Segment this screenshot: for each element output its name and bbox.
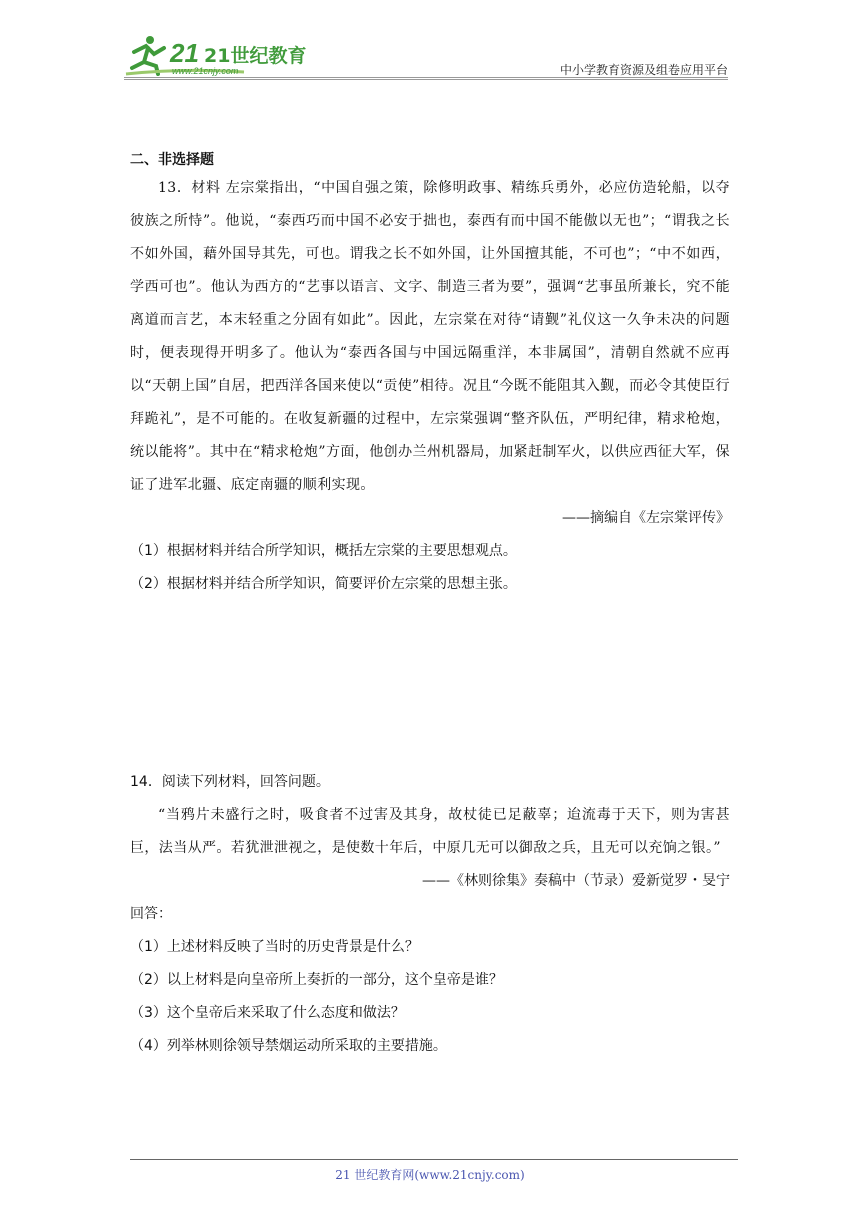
q13-material: 13．材料 左宗棠指出，“中国自强之策，除修明政事、精练兵勇外，必应仿造轮船，以夺彼族之所恃”。他说，“泰西巧而中国不必安于拙也，泰西有而中国不能傲以无也”；“谓我之长不如外国，藉外国导其先，可也。谓我之长不如外国，让外国擅其能，不可也”；“中不如西，学西可也”。他认为西方的“艺事以语言、文字、制造三者为要”，强调“艺事虽所兼长，究不能离道而言艺，本末轻重之分固有如此”。因此，左宗棠在对待“请觐”礼仪这一久争未决的问题时，便表现得开明多了。他认为“泰西各国与中国远隔重洋，本非属国”，清朝自然就不应再以“天朝上国”自居，把西洋各国来使以“贡使”相待。况且“今既不能阻其入觐，而必令其使臣行拜跪礼”，是不可能的。在收复新疆的过程中，左宗棠强调“整齐队伍，严明纪律，精求枪炮，统以能将”。其中在“精求枪炮”方面，他创办兰州机器局，加紧赶制军火，以供应西征大军，保证了进军北疆、底定南疆的顺利实现。	[130, 180, 730, 493]
q14-question-1: （1）上述材料反映了当时的历史背景是什么？	[130, 939, 419, 955]
answer-space	[130, 601, 730, 766]
q13-question-1: （1）根据材料并结合所学知识，概括左宗棠的主要思想观点。	[130, 543, 517, 559]
platform-name: 中小学教育资源及组卷应用平台	[559, 63, 728, 77]
footer-link[interactable]: 21 世纪教育网(www.21cnjy.com)	[335, 1168, 525, 1182]
q14-question-3: （3）这个皇帝后来采取了什么态度和做法？	[130, 1005, 405, 1021]
q13-source: ——摘编自《左宗棠评传》	[562, 510, 730, 526]
header-divider	[124, 77, 728, 78]
q14-quote: “当鸦片未盛行之时，吸食者不过害及其身，故杖徒已足蔽辜；迨流毒于天下，则为害甚巨，法当从严。若犹泄泄视之，是使数十年后，中原几无可以御敌之兵，且无可以充饷之银。”	[130, 807, 730, 856]
page-header	[124, 30, 728, 80]
footer-divider	[130, 1159, 738, 1160]
q14-source: ——《林则徐集》奏稿中（节录）爱新觉罗・旻宁	[422, 873, 730, 889]
svg-text:www.21cnjy.com: www.21cnjy.com	[172, 66, 239, 76]
section-title: 二、非选择题	[130, 152, 214, 168]
svg-text:21: 21	[170, 38, 199, 68]
document-body	[130, 148, 730, 1063]
q14-intro: 14．阅读下列材料，回答问题。	[130, 774, 330, 790]
q14-answer-label: 回答：	[130, 906, 172, 922]
logo-21cnjy	[124, 32, 307, 78]
q13-question-2: （2）根据材料并结合所学知识，简要评价左宗棠的思想主张。	[130, 576, 517, 592]
header-divider-2	[124, 79, 728, 80]
svg-text:21世纪教育: 21世纪教育	[204, 45, 307, 67]
q14-question-4: （4）列举林则徐领导禁烟运动所采取的主要措施。	[130, 1038, 447, 1054]
q14-question-2: （2）以上材料是向皇帝所上奏折的一部分，这个皇帝是谁？	[130, 972, 503, 988]
